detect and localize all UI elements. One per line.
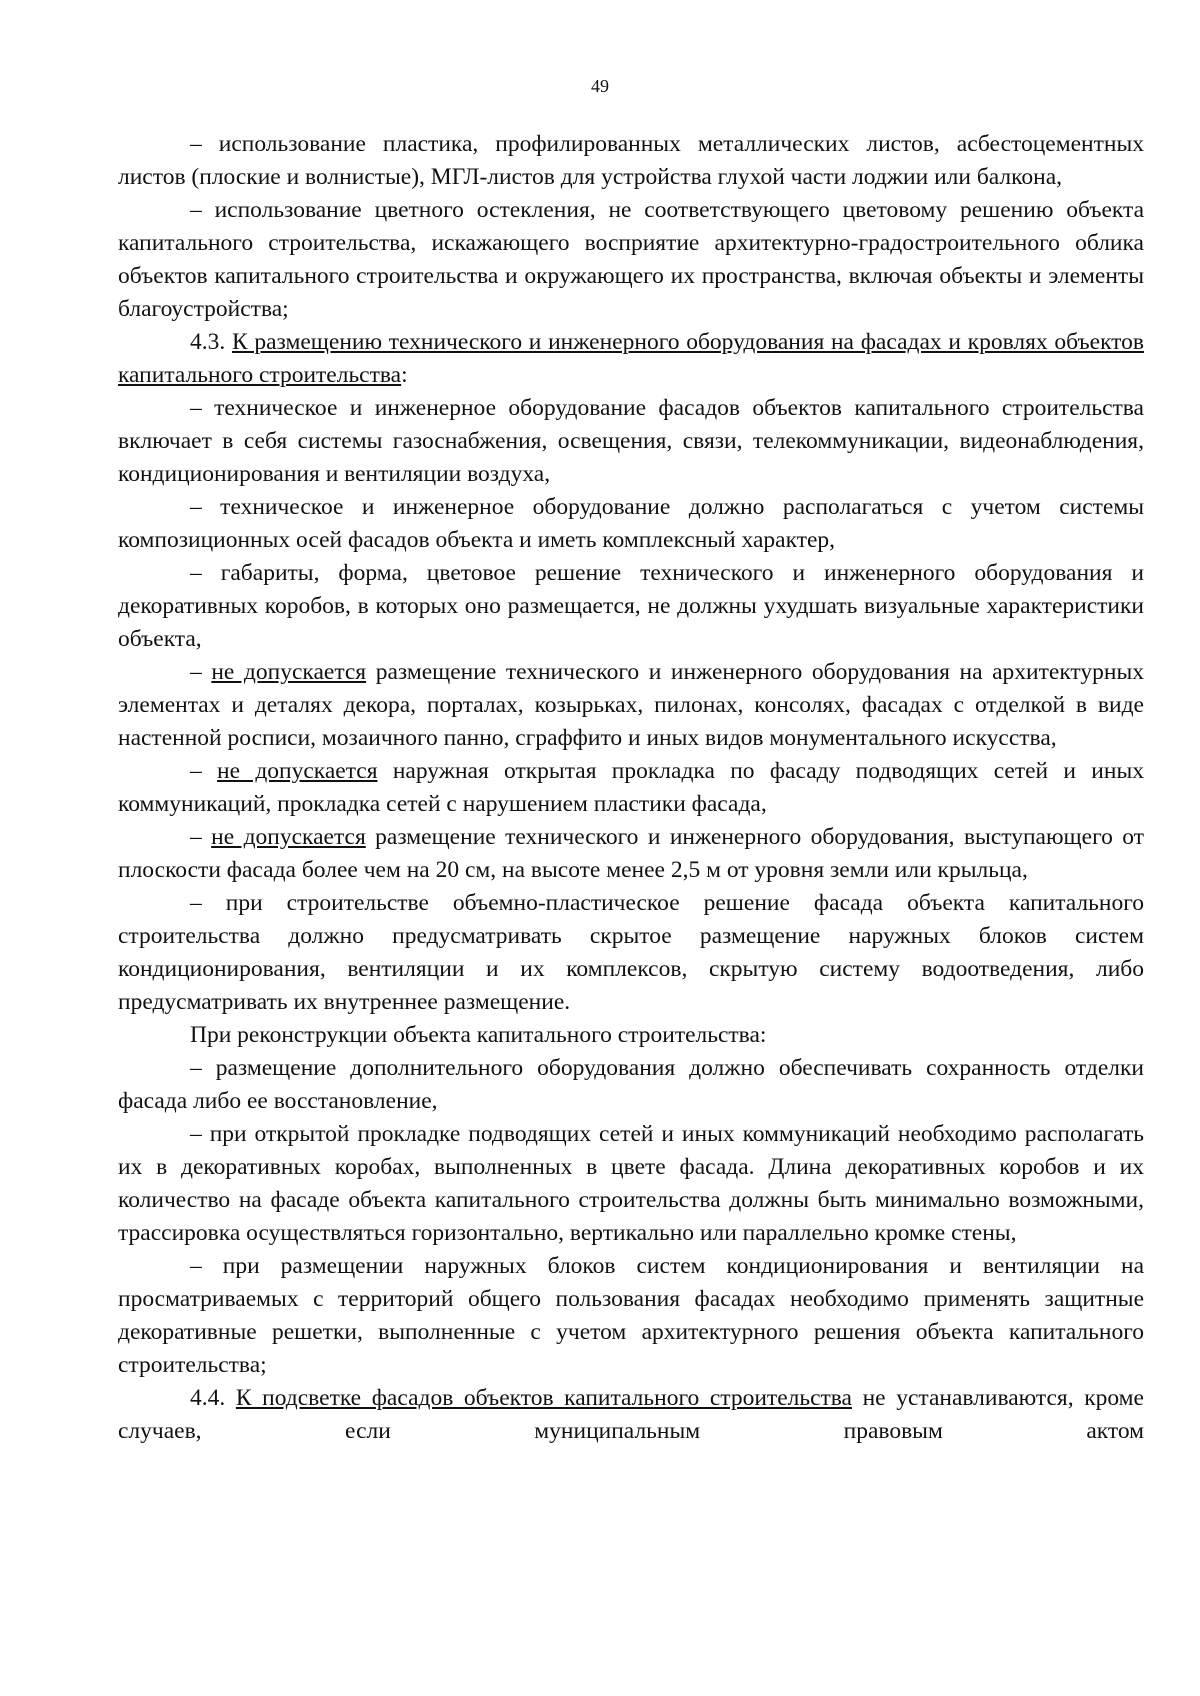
paragraph xyxy=(118,557,1144,656)
paragraph xyxy=(118,1250,1144,1382)
text-run: – xyxy=(190,659,212,685)
paragraph xyxy=(118,887,1144,1019)
text-run: 4.3. xyxy=(190,329,232,355)
text-run: не устанавливаются, кроме случаев, если муниципальным правовым актом xyxy=(118,1385,1144,1444)
paragraph xyxy=(118,1118,1144,1250)
underlined-text: не допускается xyxy=(211,659,367,685)
underlined-text: не допускается xyxy=(217,758,378,784)
text-run: – при строительстве объемно-пластическое решение фасада объекта капитального строительства должно предусматривать скрытое размещение наружных блоков систем кондиционирования, вентиляции и их комплексов, скрытую систему водоотведения, либо предусматривать их внутреннее размещение. xyxy=(118,890,1144,1015)
paragraph xyxy=(118,491,1144,557)
text-run: 4.4. xyxy=(190,1385,236,1411)
text-run: – использование пластика, профилированных металлических листов, асбестоцементных листов (плоские и волнистые), МГЛ-листов для устройства глухой части лоджии или балкона, xyxy=(118,131,1144,190)
text-run: размещение технического и инженерного оборудования, выступающего от плоскости фасада более чем на 20 см, на высоте менее 2,5 м от уровня земли или крыльца, xyxy=(118,824,1144,883)
text-run: – при размещении наружных блоков систем кондиционирования и вентиляции на просматриваемых с территорий общего пользования фасадах необходимо применять защитные декоративные решетки, выполненные с учетом архитектурного решения объекта капитального строительства; xyxy=(118,1253,1144,1378)
text-run: При реконструкции объекта капитального строительства: xyxy=(190,1022,767,1048)
underlined-text: К подсветке фасадов объектов капитального строительства xyxy=(235,1385,852,1411)
text-run: – при открытой прокладке подводящих сетей и иных коммуникаций необходимо располагать их в декоративных коробах, выполненных в цвете фасада. Длина декоративных коробов и их количество на фасаде объекта капитального строительства должны быть минимально возможными, трассировка осуществляться горизонтально, вертикально или параллельно кромке стены, xyxy=(118,1121,1144,1246)
paragraph xyxy=(118,755,1144,821)
underlined-text: не допускается xyxy=(211,824,366,850)
text-run: – xyxy=(190,758,218,784)
text-run: – техническое и инженерное оборудование фасадов объектов капитального строительства включает в себя системы газоснабжения, освещения, связи, телекоммуникации, видеонаблюдения, кондиционирования и вентиляции воздуха, xyxy=(118,395,1144,487)
text-run: – использование цветного остекления, не соответствующего цветовому решению объекта капитального строительства, искажающего восприятие архитектурно-градостроительного облика объектов капитального строительства и окружающего их пространства, включая объекты и элементы благоустройства; xyxy=(118,197,1144,322)
paragraph xyxy=(118,656,1144,755)
text-run: – габариты, форма, цветовое решение технического и инженерного оборудования и декоративных коробов, в которых оно размещается, не должны ухудшать визуальные характеристики объекта, xyxy=(118,560,1144,652)
paragraph xyxy=(118,821,1144,887)
paragraph xyxy=(118,128,1144,194)
text-run: – техническое и инженерное оборудование должно располагаться с учетом системы композиционных осей фасадов объекта и иметь комплексный характер, xyxy=(118,494,1144,553)
text-run: – xyxy=(190,824,212,850)
paragraph xyxy=(118,1052,1144,1118)
paragraph xyxy=(118,1019,1144,1052)
text-run: – размещение дополнительного оборудования должно обеспечивать сохранность отделки фасада либо ее восстановление, xyxy=(118,1055,1144,1114)
paragraph xyxy=(118,194,1144,326)
paragraph xyxy=(118,392,1144,491)
paragraph xyxy=(118,326,1144,392)
document-body xyxy=(118,128,1144,1448)
text-run: размещение технического и инженерного оборудования на архитектурных элементах и деталях декора, порталах, козырьках, пилонах, консолях, фасадах с отделкой в виде настенной росписи, мозаичного панно, сграффито и иных видов монументального искусства, xyxy=(118,659,1145,751)
paragraph xyxy=(118,1382,1144,1448)
page-number: 49 xyxy=(591,76,609,96)
text-run: : xyxy=(401,362,408,388)
text-run: наружная открытая прокладка по фасаду подводящих сетей и иных коммуникаций, прокладка сетей с нарушением пластики фасада, xyxy=(118,758,1144,817)
underlined-text: К размещению технического и инженерного оборудования на фасадах и кровлях объектов капитального строительства xyxy=(118,329,1144,388)
